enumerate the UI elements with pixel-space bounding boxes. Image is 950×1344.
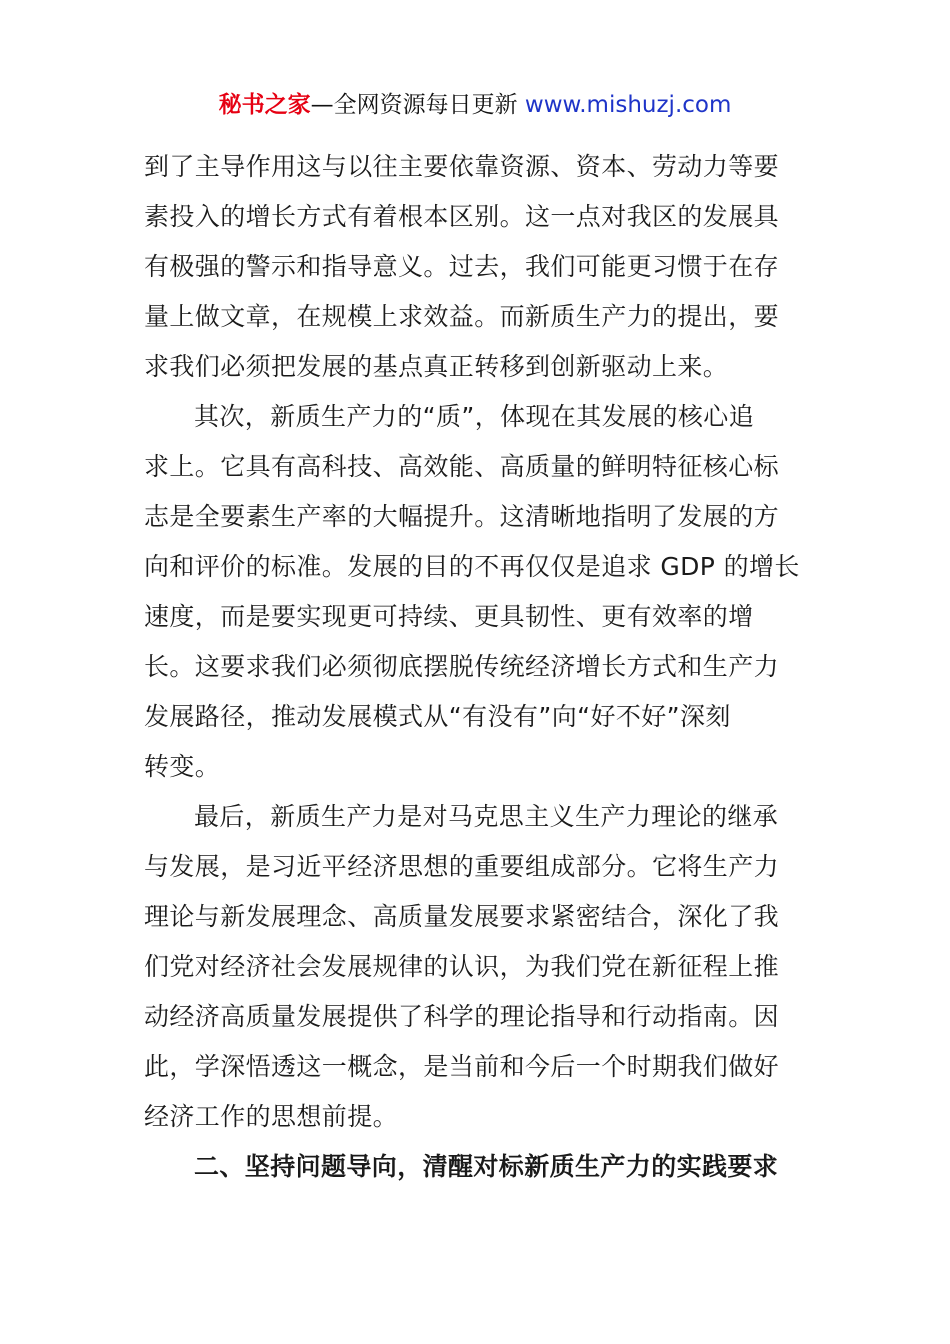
text-line: 经济工作的思想前提。 — [144, 1102, 399, 1131]
text-line: 有极强的警示和指导意义。过去，我们可能更习惯于在存 — [144, 252, 780, 281]
section-heading: 二、坚持问题导向，清醒对标新质生产力的实践要求 — [194, 1152, 779, 1181]
text-line: 志是全要素生产率的大幅提升。这清晰地指明了发展的方 — [144, 502, 780, 531]
text-line: 发展路径，推动发展模式从“有没有”向“好不好”深刻 — [144, 702, 731, 731]
text-line: 求我们必须把发展的基点真正转移到创新驱动上来。 — [144, 352, 729, 381]
text-line: 此，学深悟透这一概念，是当前和今后一个时期我们做好 — [144, 1052, 780, 1081]
text-line: 求上。它具有高科技、高效能、高质量的鲜明特征核心标 — [144, 452, 780, 481]
text-line: 动经济高质量发展提供了科学的理论指导和行动指南。因 — [144, 1002, 780, 1031]
text-line: 与发展，是习近平经济思想的重要组成部分。它将生产力 — [144, 852, 780, 881]
paragraph-start-line: 最后，新质生产力是对马克思主义生产力理论的继承 — [194, 802, 779, 831]
website-link[interactable]: www.mishuzj.com — [524, 92, 732, 118]
paragraph-start-line: 其次，新质生产力的“质”，体现在其发展的核心追 — [194, 402, 755, 431]
text-line: 们党对经济社会发展规律的认识，为我们党在新征程上推 — [144, 952, 780, 981]
page-header — [0, 88, 950, 122]
document-body — [144, 142, 808, 1192]
text-line: 速度，而是要实现更可持续、更具韧性、更有效率的增 — [144, 602, 754, 631]
text-line: 理论与新发展理念、高质量发展要求紧密结合，深化了我 — [144, 902, 780, 931]
text-line: 素投入的增长方式有着根本区别。这一点对我区的发展具 — [144, 202, 780, 231]
brand-name: 秘书之家 — [218, 92, 311, 118]
header-tagline: —全网资源每日更新 — [310, 92, 525, 118]
text-line: 向和评价的标准。发展的目的不再仅仅是追求 GDP 的增长 — [144, 552, 800, 581]
text-line: 到了主导作用这与以往主要依靠资源、资本、劳动力等要 — [144, 152, 780, 181]
text-line: 转变。 — [144, 752, 221, 781]
text-line: 长。这要求我们必须彻底摆脱传统经济增长方式和生产力 — [144, 652, 780, 681]
text-line: 量上做文章，在规模上求效益。而新质生产力的提出，要 — [144, 302, 780, 331]
